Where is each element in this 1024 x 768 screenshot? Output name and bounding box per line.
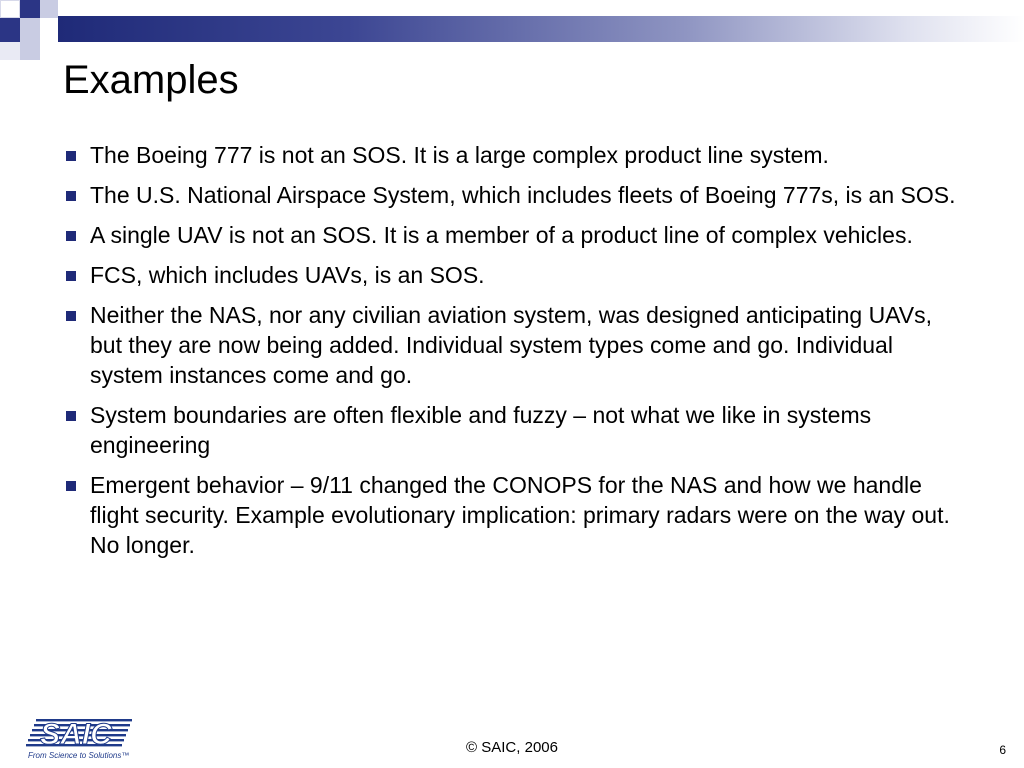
bullet-item (62, 470, 962, 560)
bullet-text: Neither the NAS, nor any civilian aviation system, was designed anticipating UAVs, but they are now being added. Individual system types come and go. Individual system instances come and go. (90, 302, 933, 388)
bullet-text: FCS, which includes UAVs, is an SOS. (90, 262, 485, 288)
square-bullet-icon (66, 271, 76, 281)
bullet-item (62, 180, 962, 210)
page-number: 6 (999, 743, 1006, 757)
title-gradient-bar (58, 16, 1024, 42)
square-bullet-icon (66, 311, 76, 321)
decor-square (40, 18, 58, 42)
decor-square (40, 0, 58, 18)
logo-tagline: From Science to Solutions™ (28, 751, 130, 760)
bullet-text: System boundaries are often flexible and fuzzy – not what we like in systems engineering (90, 402, 872, 458)
bullet-text: Emergent behavior – 9/11 changed the CONOPS for the NAS and how we handle flight security. Example evolutionary implication: primary radars were on the way out. No longer. (90, 472, 950, 558)
decor-square (0, 0, 20, 18)
bullet-item (62, 300, 962, 390)
bullet-item (62, 140, 962, 170)
logo-wordmark: SAIC (40, 718, 112, 750)
square-bullet-icon (66, 411, 76, 421)
decor-square (0, 42, 20, 60)
bullet-item (62, 220, 962, 250)
decor-square (20, 42, 40, 60)
bullet-item (62, 400, 962, 460)
bullet-text: The Boeing 777 is not an SOS. It is a large complex product line system. (90, 142, 829, 168)
square-bullet-icon (66, 481, 76, 491)
square-bullet-icon (66, 231, 76, 241)
square-bullet-icon (66, 191, 76, 201)
header-decoration (0, 0, 1024, 60)
decor-square (0, 18, 20, 42)
bullet-list (62, 140, 962, 570)
slide-title: Examples (63, 58, 239, 102)
decor-square (20, 0, 40, 18)
bullet-item (62, 260, 962, 290)
footer-copyright: © SAIC, 2006 (466, 739, 558, 756)
decor-square (20, 18, 40, 42)
bullet-text: A single UAV is not an SOS. It is a member of a product line of complex vehicles. (90, 222, 913, 248)
bullet-text: The U.S. National Airspace System, which includes fleets of Boeing 777s, is an SOS. (90, 182, 956, 208)
square-bullet-icon (66, 151, 76, 161)
